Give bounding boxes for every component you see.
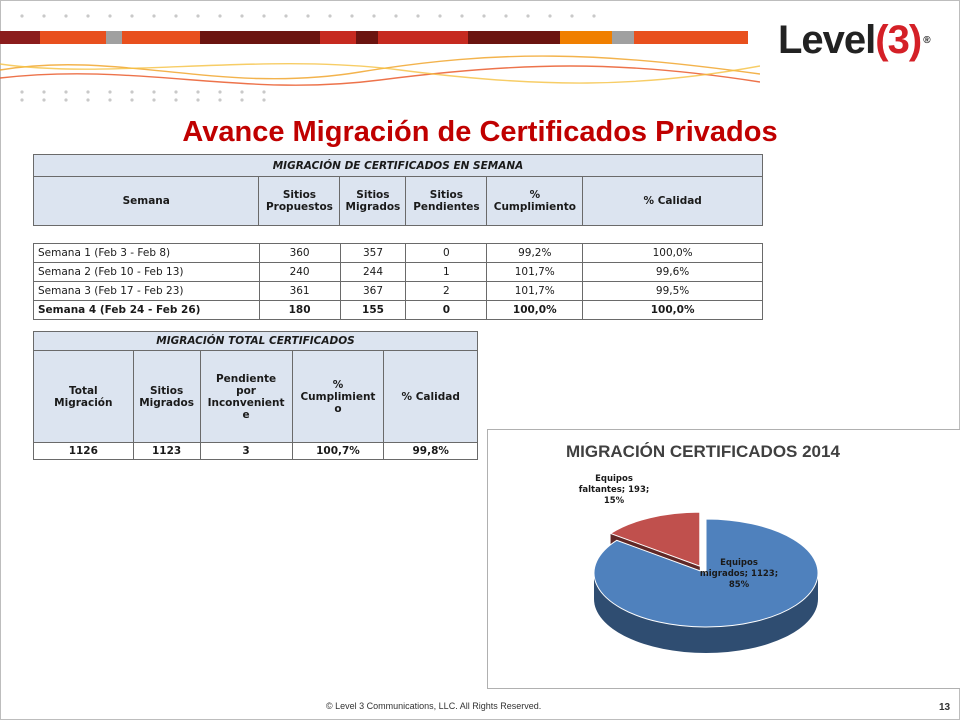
cell-total-pendiente: 3 — [200, 443, 292, 460]
decor-dot — [108, 98, 111, 101]
decor-dot — [262, 90, 265, 93]
col-total-calidad: % Calidad — [384, 351, 478, 443]
decor-dot — [64, 14, 67, 17]
cell-total: 1126 — [34, 443, 134, 460]
cell-pendientes: 2 — [406, 282, 487, 301]
decor-dot — [42, 90, 45, 93]
table-row — [34, 301, 763, 320]
decor-dot — [262, 14, 265, 17]
total-caption: MIGRACIÓN TOTAL CERTIFICADOS — [34, 332, 478, 351]
decor-dot — [482, 14, 485, 17]
decor-dot — [152, 14, 155, 17]
pie-chart-panel — [487, 429, 960, 689]
page-number: 13 — [939, 702, 951, 713]
col-total-pendiente: Pendiente por Inconvenient e — [200, 351, 292, 443]
decor-dot — [438, 14, 441, 17]
cell-semana: Semana 2 (Feb 10 - Feb 13) — [34, 263, 260, 282]
decor-dot — [64, 90, 67, 93]
decor-dot — [284, 14, 287, 17]
total-caption-row — [34, 332, 478, 351]
chart-title: MIGRACIÓN CERTIFICADOS 2014 — [566, 442, 840, 461]
col-pendientes: Sitios Pendientes — [406, 177, 487, 226]
decor-band-segment — [356, 31, 378, 44]
col-migrados: Sitios Migrados — [340, 177, 406, 226]
decor-dot — [20, 98, 23, 101]
cell-semana: Semana 3 (Feb 17 - Feb 23) — [34, 282, 260, 301]
col-cumplimiento: % Cumplimiento — [487, 177, 583, 226]
cell-calidad: 99,5% — [583, 282, 763, 301]
cell-migrados: 155 — [340, 301, 406, 320]
cell-total-cumplimiento: 100,7% — [292, 443, 384, 460]
decor-dot — [174, 98, 177, 101]
decor-dot — [504, 14, 507, 17]
cell-semana: Semana 1 (Feb 3 - Feb 8) — [34, 244, 260, 263]
table-row — [34, 263, 763, 282]
decor-dot — [86, 98, 89, 101]
decor-dot — [108, 14, 111, 17]
decor-dot — [20, 14, 23, 17]
footer-copyright: © Level 3 Communications, LLC. All Rights Reserved. — [326, 701, 542, 711]
col-semana: Semana — [34, 177, 259, 226]
decor-dot — [152, 98, 155, 101]
decor-dot — [460, 14, 463, 17]
decor-dot — [372, 14, 375, 17]
decor-band-segment — [612, 31, 634, 44]
col-calidad: % Calidad — [583, 177, 763, 226]
decor-band-segment — [106, 31, 122, 44]
cell-total-migrados: 1123 — [133, 443, 200, 460]
cell-calidad: 100,0% — [583, 244, 763, 263]
decor-band-segment — [0, 31, 40, 44]
cell-pendientes: 0 — [406, 244, 487, 263]
cell-migrados: 244 — [340, 263, 406, 282]
header-decoration — [0, 0, 760, 110]
cell-cumplimiento: 100,0% — [487, 301, 583, 320]
weekly-data-table — [33, 243, 763, 320]
logo-registered: ® — [923, 34, 930, 46]
decor-band-segment — [320, 31, 356, 44]
table-row — [34, 443, 478, 460]
cell-migrados: 357 — [340, 244, 406, 263]
decor-band-segment — [122, 31, 200, 44]
decor-dot — [42, 98, 45, 101]
level3-logo — [778, 18, 930, 62]
col-total-cumplimiento: % Cumplimient o — [292, 351, 384, 443]
label-migrados-line: Equipos — [720, 558, 758, 568]
label-faltantes-line: 15% — [603, 496, 625, 506]
weekly-header-table — [33, 154, 763, 226]
decor-dot — [218, 14, 221, 17]
cell-total-calidad: 99,8% — [384, 443, 478, 460]
weekly-caption-row — [34, 155, 763, 177]
cell-cumplimiento: 101,7% — [487, 282, 583, 301]
decor-band-segment — [200, 31, 320, 44]
cell-calidad: 99,6% — [583, 263, 763, 282]
label-migrados — [684, 558, 794, 591]
cell-pendientes: 1 — [406, 263, 487, 282]
label-migrados-line: 85% — [728, 580, 750, 590]
cell-propuestos: 240 — [259, 263, 340, 282]
logo-paren: (3) — [875, 17, 922, 62]
label-faltantes-line: faltantes; 193; — [578, 485, 650, 495]
decor-band-segment — [40, 31, 68, 44]
decor-band-segment — [634, 31, 748, 44]
decor-dot — [218, 98, 221, 101]
decor-dot — [20, 90, 23, 93]
total-table — [33, 331, 478, 460]
col-propuestos: Sitios Propuestos — [259, 177, 340, 226]
decor-dot — [108, 90, 111, 93]
decor-dot — [86, 90, 89, 93]
label-faltantes — [570, 474, 658, 507]
decor-band-segment — [68, 31, 106, 44]
table-row — [34, 282, 763, 301]
decor-dot — [328, 14, 331, 17]
label-faltantes-line: Equipos — [595, 474, 633, 484]
decor-dot — [394, 14, 397, 17]
col-total-migracion: Total Migración — [34, 351, 134, 443]
decor-dot — [42, 14, 45, 17]
decor-dot — [130, 90, 133, 93]
table-row — [34, 244, 763, 263]
decor-dot — [240, 14, 243, 17]
decor-dot — [570, 14, 573, 17]
cell-propuestos: 361 — [259, 282, 340, 301]
decor-dot — [350, 14, 353, 17]
weekly-caption: MIGRACIÓN DE CERTIFICADOS EN SEMANA — [34, 155, 763, 177]
decor-dot — [240, 98, 243, 101]
cell-propuestos: 180 — [259, 301, 340, 320]
weekly-columns-row — [34, 177, 763, 226]
decor-dot — [196, 90, 199, 93]
cell-cumplimiento: 101,7% — [487, 263, 583, 282]
decor-dot — [240, 90, 243, 93]
decor-band-segment — [560, 31, 612, 44]
decor-dot — [306, 14, 309, 17]
cell-propuestos: 360 — [259, 244, 340, 263]
cell-cumplimiento: 99,2% — [487, 244, 583, 263]
decor-dot — [548, 14, 551, 17]
col-total-migrados: Sitios Migrados — [133, 351, 200, 443]
cell-migrados: 367 — [340, 282, 406, 301]
decor-band-segment — [378, 31, 468, 44]
decor-dot — [196, 98, 199, 101]
cell-calidad: 100,0% — [583, 301, 763, 320]
label-migrados-line: migrados; 1123; — [699, 569, 779, 579]
cell-pendientes: 0 — [406, 301, 487, 320]
decor-dot — [130, 98, 133, 101]
decor-dot — [218, 90, 221, 93]
logo-text: Level — [778, 17, 876, 62]
cell-semana: Semana 4 (Feb 24 - Feb 26) — [34, 301, 260, 320]
total-columns-row — [34, 351, 478, 443]
decor-dot — [152, 90, 155, 93]
decor-dot — [130, 14, 133, 17]
decor-band-segment — [468, 31, 560, 44]
decor-dot — [262, 98, 265, 101]
decor-dot — [196, 14, 199, 17]
decor-dot — [86, 14, 89, 17]
decor-dot — [416, 14, 419, 17]
decor-dot — [592, 14, 595, 17]
decor-dot — [174, 14, 177, 17]
decor-dot — [64, 98, 67, 101]
page-title: Avance Migración de Certificados Privados — [182, 116, 778, 148]
decor-dot — [174, 90, 177, 93]
decor-dot — [526, 14, 529, 17]
